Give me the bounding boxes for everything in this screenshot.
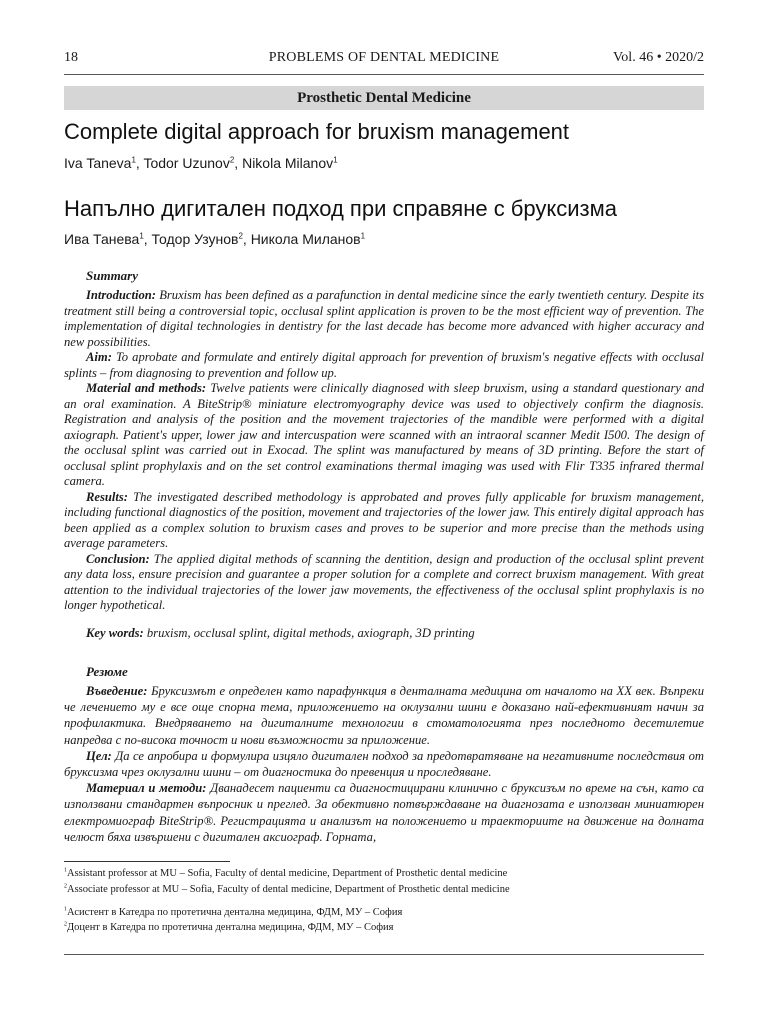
- journal-name: PROBLEMS OF DENTAL MEDICINE: [268, 50, 500, 65]
- author-0: Iva Taneva$^1$,: [64, 155, 144, 171]
- authors-bg: [64, 231, 365, 247]
- summary-results: Results: The investigated described methodology is approbated and proves fully applicable for bruxism management, including functional diagnostics of the position, movement and trajectories of the lower jaw. This entirely digital approach has been applied as a complex solution to bruxism cases and proves to be superior and more precise than the methods using average parameters.: [64, 489, 704, 550]
- summary-introduction: Introduction: Bruxism has been defined as a parafunction in dental medicine since the early twentieth century. Despite its treatment still being a controversial topic, occlusal splint application is proven to be the most efficient way of prevention. The implementation of digital technologies in dentistry for the last decade has become more advanced with higher accuracy and new possibilities.: [64, 288, 704, 349]
- author-2: Nikola Milanov$^1$: [242, 155, 338, 171]
- footnote-bg-1: $^1$Асистент в Катедра по протетична дентална медицина, ФДМ, МУ – София: [64, 906, 403, 918]
- summary-heading: Summary: [86, 268, 139, 283]
- rezume-methods: Материал и методи: Дванадесет пациенти са диагностицирани клинично с бруксизъм по време на сън, като са използвани стандартен въпросник и преглед. За обективно потвърждаване на диагнозата е използван миниатюрен електромиограф BiteStrip®. Регистрацията и анализът на положението и траекториите на движение на долната челюст бяха извършени с дигитален аксиограф. Горната,: [64, 781, 705, 844]
- summary-aim: Aim: To aprobate and formulate and entirely digital approach for prevention of bruxism's negative effects with occlusal splints – from diagnosing to prevention and follow up.: [64, 350, 704, 380]
- summary-conclusion: Conclusion: The applied digital methods of scanning the dentition, design and production of the occlusal splint prevent any data loss, ensure precision and guarantee a proper solution for a complete and correct bruxism management. With great attention to the individual trajectories of the lower jaw movements, the effectiveness of the occlusal splint prophylaxis is no longer hypothetical.: [64, 551, 704, 612]
- rezume-intro: Въведение: Бруксизмът е определен като парафункция в денталната медицина от началото на XX век. Въпреки че лечението му е все още спорна тема, приложението на оклузални шини е доказано най-ефективният начин за профилактика. Внедряването на дигиталните технологии в стоматологията през последното десетилетие напредва с по-висока точност и нови възможности за приложение.: [64, 684, 704, 747]
- volume-issue: Vol. 46 • 2020/2: [613, 50, 704, 65]
- section-banner: Prosthetic Dental Medicine: [64, 86, 704, 110]
- footnote-rule: [64, 861, 230, 862]
- footnote-en-1: $^1$Assistant professor at MU – Sofia, Faculty of dental medicine, Department of Prosthetic dental medicine: [64, 867, 508, 879]
- rezume-aim: Цел: Да се апробира и формулира изцяло дигитален подход за предотвратяване на негативните последствия от бруксизма чрез оклузални шини – от диагностика до превенция и проследяване.: [64, 748, 704, 780]
- article-title-en: Complete digital approach for bruxism management: [64, 119, 570, 144]
- summary-methods: Material and methods: Twelve patients were clinically diagnosed with sleep bruxism, using a standard questionary and an oral examination. A BiteStrip® miniature electromyography device was used to objectively confirm the diagnosis. Registration and analysis of the position and the movement trajectories of the mandible were performed with a digital axiograph. Patient's upper, lower jaw and intercuspation were scanned with an intraoral scanner Medit I500. The design of the occlusal splint was carried out in Exocad. The splint was manufactured by means of 3D printing. Before the start of occlusal splint prophylaxis and on the set control examinations thermal imaging was used with Flir T335 infrared thermal camera.: [64, 381, 704, 488]
- rezume-heading: Резюме: [86, 664, 128, 679]
- author-1: Todor Uzunov$^2$,: [143, 155, 243, 171]
- author-bg-0: Ива Танева$^1$,: [64, 231, 152, 247]
- summary-body: [64, 288, 704, 614]
- header-rule: [64, 74, 704, 75]
- authors-en: [64, 155, 338, 171]
- running-header: [64, 50, 704, 70]
- keywords: Key words: bruxism, occlusal splint, digital methods, axiograph, 3D printing: [86, 626, 475, 640]
- journal-page: [64, 0, 704, 1024]
- footer-rule: [64, 954, 704, 955]
- footnote-en-2: $^2$Associate professor at MU – Sofia, Faculty of dental medicine, Department of Prosthetic dental medicine: [64, 883, 510, 895]
- page-number: 18: [64, 50, 78, 65]
- author-bg-1: Тодор Узунов$^2$,: [151, 231, 251, 247]
- rezume-body: [64, 683, 704, 845]
- author-bg-2: Никола Миланов$^1$: [250, 231, 366, 247]
- article-title-bg: Напълно дигитален подход при справяне с бруксизма: [64, 196, 618, 221]
- footnote-bg-2: $^2$Доцент в Катедра по протетична дентална медицина, ФДМ, МУ – София: [64, 921, 394, 933]
